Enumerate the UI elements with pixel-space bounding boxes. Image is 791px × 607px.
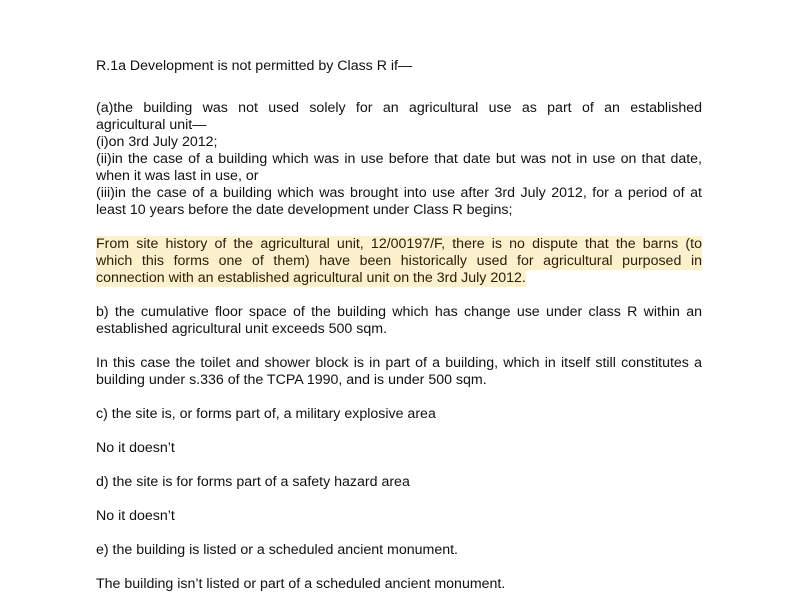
highlighted-line-3: connection with an established agricultural unit on the 3rd July 2012. xyxy=(96,270,526,286)
response-b-line-1: In this case the toilet and shower block is in part of a building, which in itself still constitutes a xyxy=(96,355,702,371)
condition-d: d) the site is for forms part of a safety hazard area xyxy=(96,474,410,490)
response-b-line-2: building under s.336 of the TCPA 1990, and is under 500 sqm. xyxy=(96,372,487,388)
condition-e: e) the building is listed or a scheduled ancient monument. xyxy=(96,542,458,558)
condition-b-line-1: b) the cumulative floor space of the building which has change use under class R within an xyxy=(96,304,702,320)
condition-a-sub-ii-line-1: (ii)in the case of a building which was in use before that date but was not in use on that date, xyxy=(96,151,702,167)
condition-a-sub-ii-line-2: when it was last in use, or xyxy=(96,168,259,184)
highlighted-line-1: From site history of the agricultural unit, 12/00197/F, there is no dispute that the barns (to xyxy=(96,236,702,252)
response-d: No it doesn’t xyxy=(96,508,175,524)
condition-a-sub-i: (i)on 3rd July 2012; xyxy=(96,134,218,150)
condition-c: c) the site is, or forms part of, a military explosive area xyxy=(96,406,436,422)
condition-a-sub-iii-line-2: least 10 years before the date development under Class R begins; xyxy=(96,202,513,218)
highlighted-line-2: which this forms one of them) have been historically used for agricultural purposed in xyxy=(96,253,702,269)
condition-a-line-1: (a)the building was not used solely for an agricultural use as part of an established xyxy=(96,100,702,116)
section-heading: R.1a Development is not permitted by Class R if— xyxy=(96,58,413,74)
response-e: The building isn’t listed or part of a scheduled ancient monument. xyxy=(96,576,506,592)
condition-b-line-2: established agricultural unit exceeds 500 sqm. xyxy=(96,321,388,337)
condition-a-sub-iii-line-1: (iii)in the case of a building which was brought into use after 3rd July 2012, for a period of at xyxy=(96,185,702,201)
response-c: No it doesn’t xyxy=(96,440,175,456)
condition-a-line-2: agricultural unit— xyxy=(96,117,207,133)
